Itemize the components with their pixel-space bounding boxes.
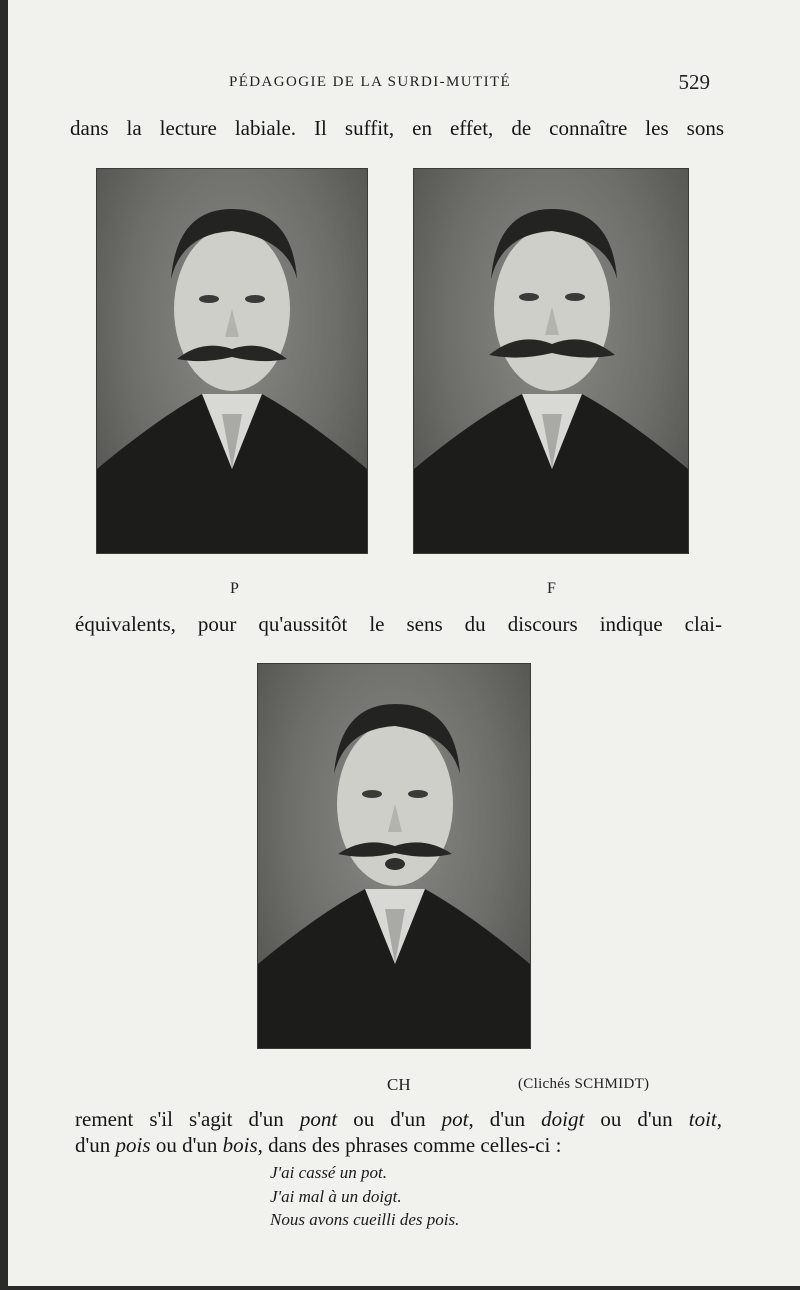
- page-number: 529: [678, 70, 710, 94]
- portrait-photo-f: [413, 168, 689, 554]
- portrait-photo-p: [96, 168, 368, 554]
- running-head: PÉDAGOGIE DE LA SURDI-MUTITÉ: [229, 74, 512, 90]
- caption-p: P: [230, 580, 239, 597]
- italic-word-bois: bois: [222, 1133, 258, 1157]
- italic-word-pont: pont: [299, 1107, 338, 1131]
- italic-word-toit: toit: [688, 1107, 717, 1131]
- body-line-1: dans la lecture labiale. Il suffit, en effet, de connaître les sons: [70, 116, 724, 140]
- example-sentence-1: J'ai cassé un pot.: [270, 1163, 387, 1182]
- scan-edge-bottom: [0, 1286, 800, 1290]
- italic-word-pois: pois: [115, 1133, 151, 1157]
- caption-f: F: [547, 580, 556, 597]
- photo-credit: (Clichés SCHMIDT): [518, 1076, 650, 1092]
- text-segment: , dans des phrases comme celles-ci :: [257, 1133, 562, 1157]
- text-segment: , d'un: [468, 1107, 542, 1131]
- italic-word-pot: pot: [441, 1107, 469, 1131]
- italic-word-doigt: doigt: [541, 1107, 585, 1131]
- portrait-photo-ch: [257, 663, 531, 1049]
- text-segment: ou d'un: [337, 1107, 442, 1131]
- body-line-3: [75, 1107, 722, 1132]
- scan-edge-left: [0, 0, 8, 1290]
- caption-ch: CH: [387, 1075, 411, 1094]
- body-line-2: équivalents, pour qu'aussitôt le sens du discours indique clai-: [75, 612, 722, 636]
- text-segment: ou d'un: [584, 1107, 689, 1131]
- text-segment: d'un: [75, 1133, 116, 1157]
- example-sentence-2: J'ai mal à un doigt.: [270, 1187, 402, 1206]
- text-segment: ou d'un: [150, 1133, 223, 1157]
- example-sentence-3: Nous avons cueilli des pois.: [270, 1210, 460, 1229]
- text-segment: ,: [716, 1107, 722, 1131]
- text-segment: rement s'il s'agit d'un: [75, 1107, 300, 1131]
- body-line-4: [75, 1133, 561, 1158]
